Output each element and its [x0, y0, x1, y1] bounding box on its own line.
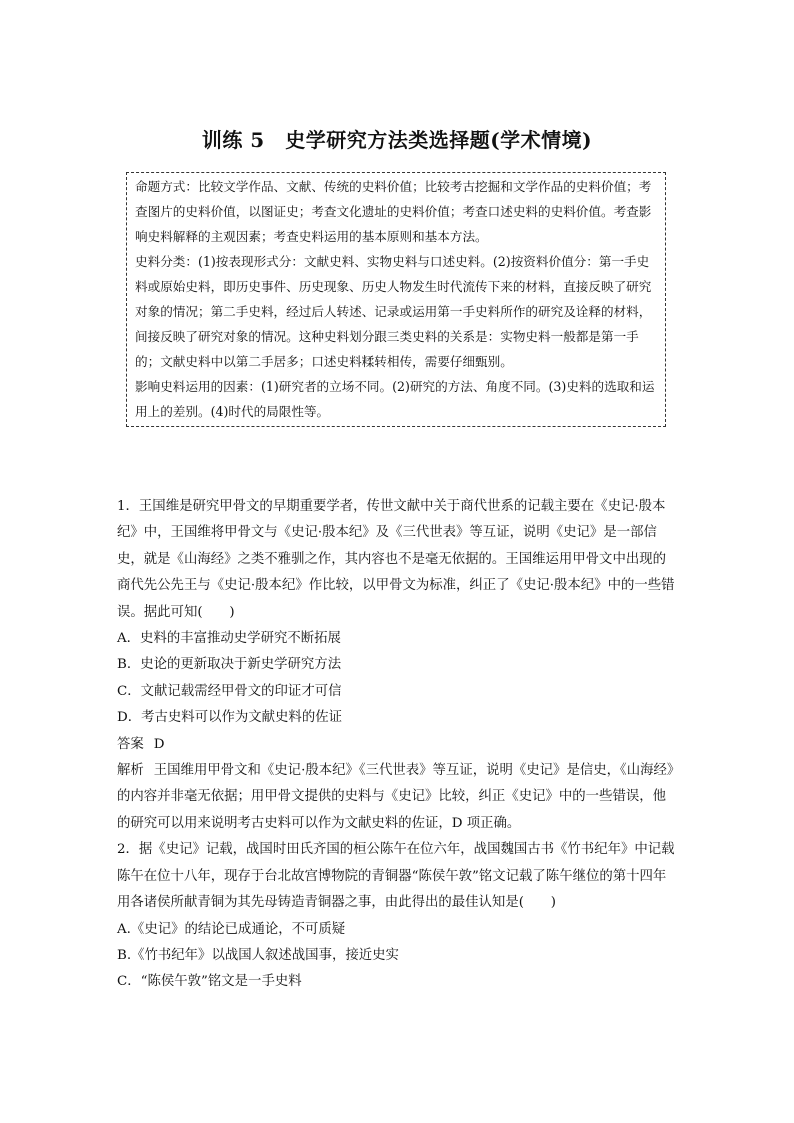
analysis-line — [117, 758, 677, 837]
question-stem: 1．王国维是研究甲骨文的早期重要学者，传世文献中关于商代世系的记载主要在《史记·殷本纪》中，王国维将甲骨文与《史记·殷本纪》及《三代世表》等互证，说明《史记》是一部信史，就是《山海经》之类不雅驯之作，其内容也不是毫无依据的。王国维运用甲骨文中出现的商代先公先王与《史记·殷本纪》作比较，以甲骨文为标准，纠正了《史记·殷本纪》中的一些错误。据此可知( ) — [117, 499, 675, 620]
option-a: A．史料的丰富推动史学研究不断拓展 — [117, 631, 341, 647]
question-1 — [117, 494, 677, 837]
analysis-text: 王国维用甲骨文和《史记·殷本纪》《三代世表》等互证，说明《史记》是信史，《山海经》的内容并非毫无依据；用甲骨文提供的史料与《史记》比较，纠正《史记》中的一些错误，他的研究可以用来说明考古史料可以作为文献史料的佐证，D 项正确。 — [117, 763, 674, 831]
analysis-label: 解析 — [117, 763, 144, 779]
option-a: A.《史记》的结论已成通论，不可质疑 — [117, 921, 346, 937]
question-2 — [117, 837, 677, 995]
option-c: C．文献记载需经甲骨文的印证才可信 — [117, 683, 342, 699]
answer-label: 答案 — [117, 736, 144, 752]
question-list — [117, 494, 677, 996]
summary-box — [126, 172, 666, 427]
page-title: 训练 5 史学研究方法类选择题(学术情境) — [201, 128, 593, 152]
option-c: C．“陈侯午敦”铭文是一手史料 — [117, 974, 302, 990]
option-d: D．考古史料可以作为文献史料的佐证 — [117, 710, 342, 726]
summary-paragraph-factors: 影响史料运用的因素：(1)研究者的立场不同。(2)研究的方法、角度不同。(3)史料的选取和运用上的差别。(4)时代的局限性等。 — [135, 379, 655, 419]
summary-paragraph-classification: 史料分类：(1)按表现形式分：文献史料、实物史料与口述史料。(2)按资料价值分：第一手史料或原始史料，即历史事件、历史现象、历史人物发生时代流传下来的材料，直接反映了研究对象的情况；第二手史料，经过后人转述、记录或运用第一手史料所作的研究及诠释的材料，间接反映了研究对象的情况。这种史料划分跟三类史料的关系是：实物史料一般都是第一手的；文献史料中以第二手居多；口述史料糅转相传，需要仔细甄别。 — [135, 254, 652, 369]
question-stem: 2．据《史记》记载，战国时田氏齐国的桓公陈午在位六年，战国魏国古书《竹书纪年》中记载陈午在位十八年，现存于台北故宫博物院的青铜器“陈侯午敦”铭文记载了陈午继位的第十四年用各诸侯所献青铜为其先母铸造青铜器之事，由此得出的最佳认知是( ) — [117, 842, 675, 911]
option-b: B.《竹书纪年》以战国人叙述战国事，接近史实 — [117, 947, 399, 963]
summary-paragraph-question-types: 命题方式：比较文学作品、文献、传统的史料价值；比较考古挖掘和文学作品的史料价值；考查图片的史料价值，以图证史；考查文化遗址的史料价值；考查口述史料的史料价值。考查影响史料解释的主观因素；考查史料运用的基本原则和基本方法。 — [135, 179, 652, 244]
option-b: B．史论的更新取决于新史学研究方法 — [117, 657, 342, 673]
answer-line — [117, 732, 677, 758]
answer-value: D — [153, 736, 165, 752]
